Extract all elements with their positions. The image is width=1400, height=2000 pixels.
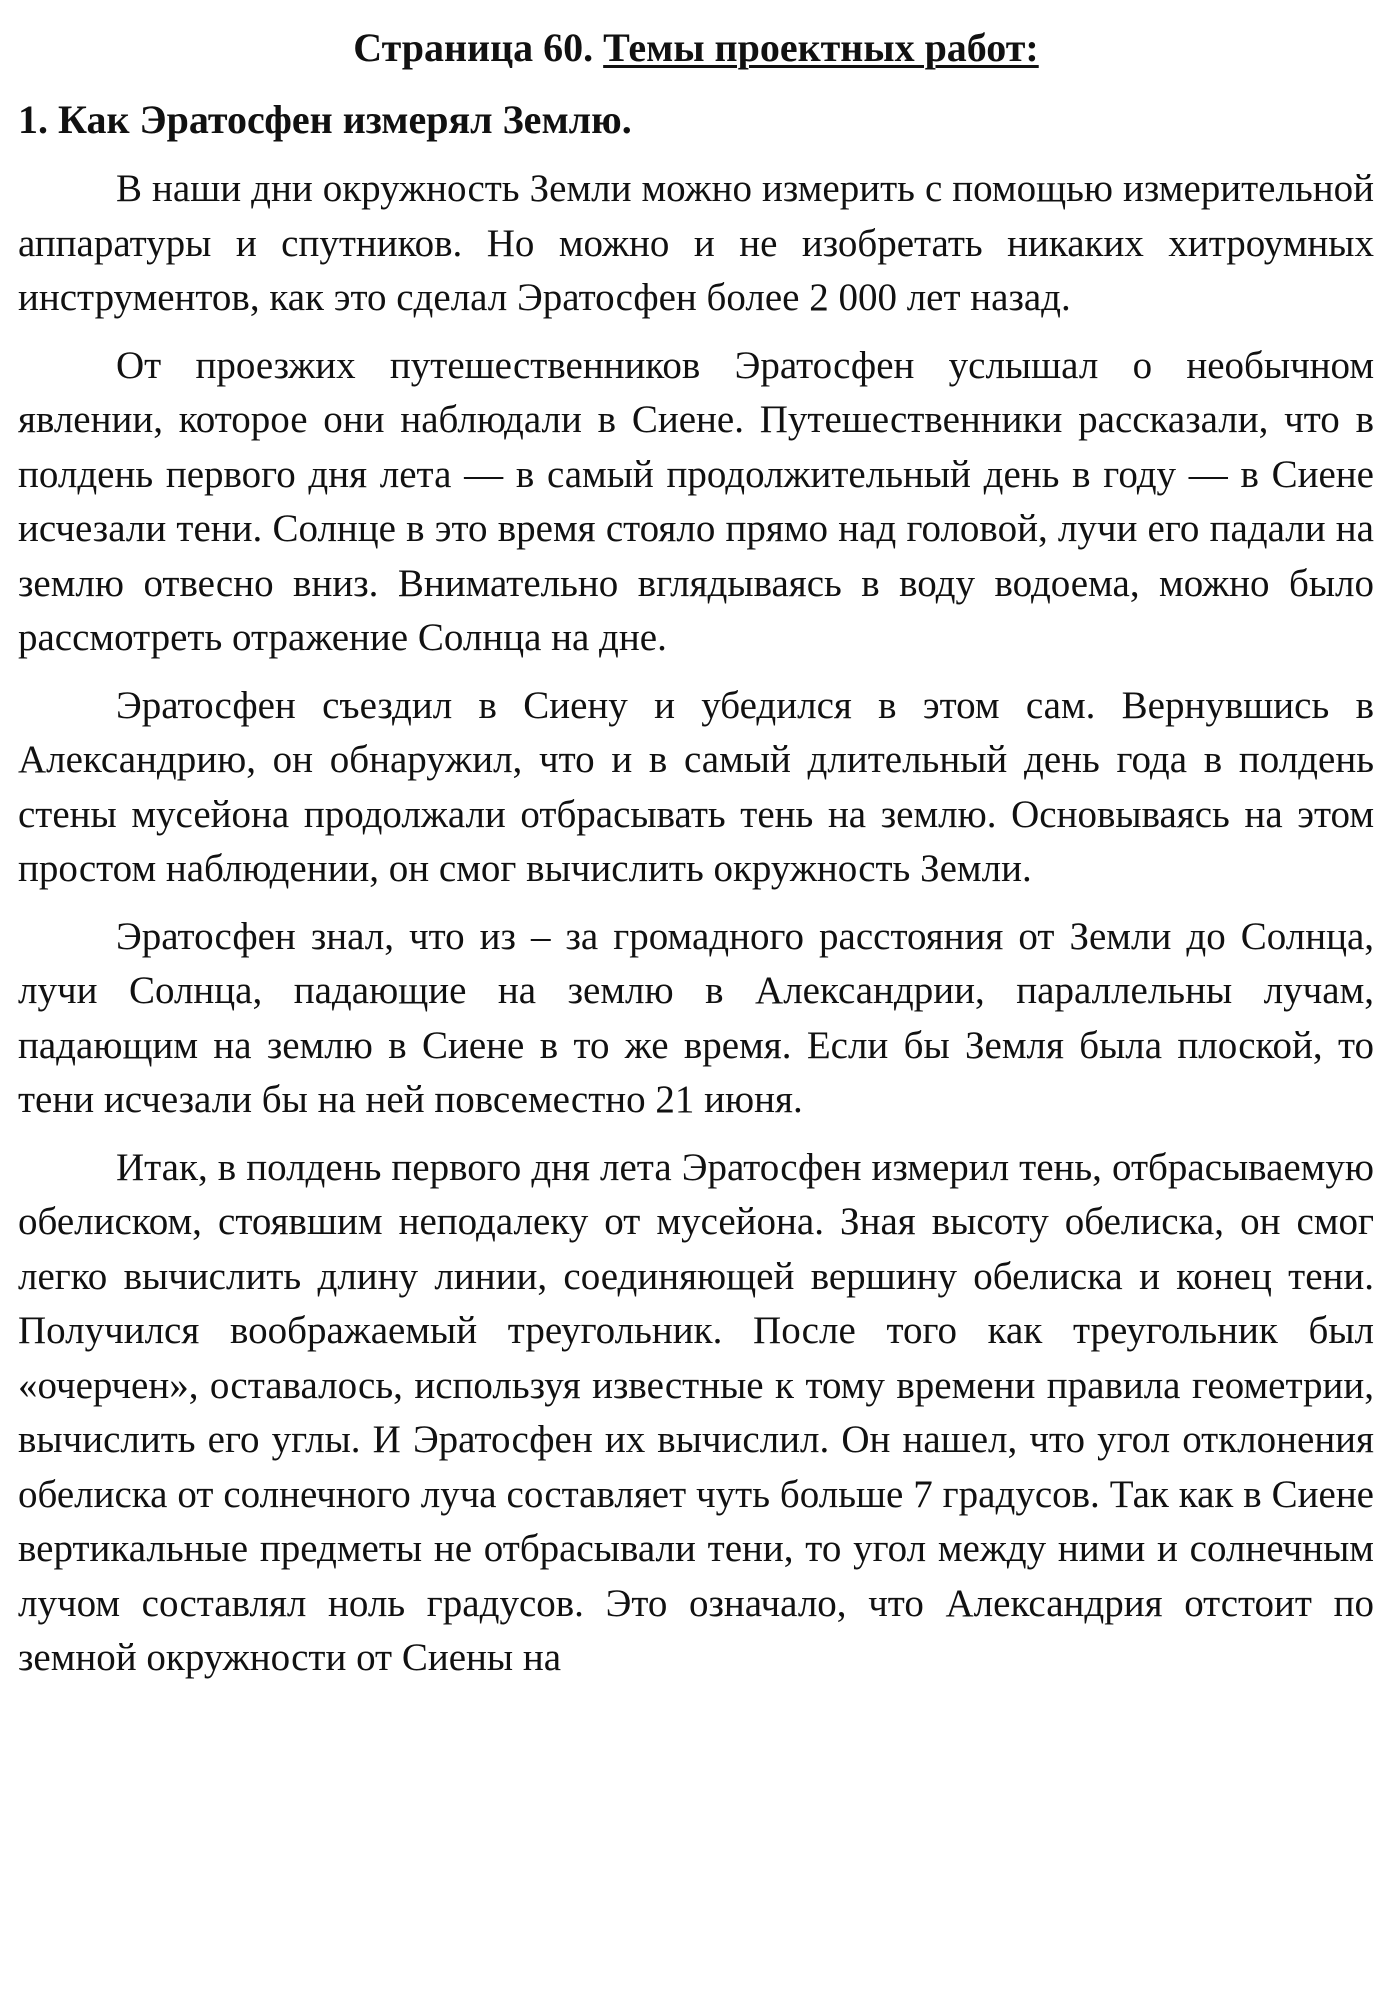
section-title: 1. Как Эратосфен измерял Землю. — [18, 97, 632, 142]
paragraph-intro: В наши дни окружность Земли можно измерить с помощью измерительной аппаратуры и спутников. Но можно и не изобретать никаких хитроумных инструментов, как это сделал Эратосфен более 2 000 лет назад. — [18, 167, 1374, 319]
paragraph-measurement: Итак, в полдень первого дня лета Эратосфен измерил тень, отбрасываемую обелиском, стоявшим неподалеку от мусейона. Зная высоту обелиска, он смог легко вычислить длину линии, соединяющей вершину обелиска и конец тени. Получился воображаемый треугольник. После того как треугольник был «очерчен», оставалось, используя известные к тому времени правила геометрии, вычислить его углы. И Эратосфен их вычислил. Он нашел, что угол отклонения обелиска от солнечного луча составляет чуть больше 7 градусов. Так как в Сиене вертикальные предметы не отбрасывали тени, то угол между ними и солнечным лучом составлял ноль градусов. Это означало, что Александрия отстоит по земной окружности от Сиены на — [18, 1145, 1374, 1679]
paragraph-visit-siena: Эратосфен съездил в Сиену и убедился в этом сам. Вернувшись в Александрию, он обнаружил, что и в самый длительный день года в полдень стены мусейона продолжали отбрасывать тень на землю. Основываясь на этом простом наблюдении, он смог вычислить окружность Земли. — [18, 683, 1374, 890]
paragraph-parallel-rays: Эратосфен знал, что из – за громадного расстояния от Земли до Солнца, лучи Солнца, падающие на землю в Александрии, параллельны лучам, падающим на землю в Сиене в то же время. Если бы Земля была плоской, то тени исчезали бы на ней повсеместно 21 июня. — [18, 914, 1374, 1121]
page-number-label: Страница 60. — [353, 25, 594, 70]
paragraph-travelers: От проезжих путешественников Эратосфен услышал о необычном явлении, которое они наблюдали в Сиене. Путешественники рассказали, что в полдень первого дня лета — в самый продолжительный день в году — в Сиене исчезали тени. Солнце в это время стояло прямо над головой, лучи его падали на землю отвесно вниз. Внимательно вглядываясь в воду водоема, можно было рассмотреть отражение Солнца на дне. — [18, 343, 1374, 659]
page-header — [18, 20, 1374, 76]
document-page — [18, 20, 1374, 1699]
project-topics-heading: Темы проектных работ: — [603, 25, 1039, 70]
